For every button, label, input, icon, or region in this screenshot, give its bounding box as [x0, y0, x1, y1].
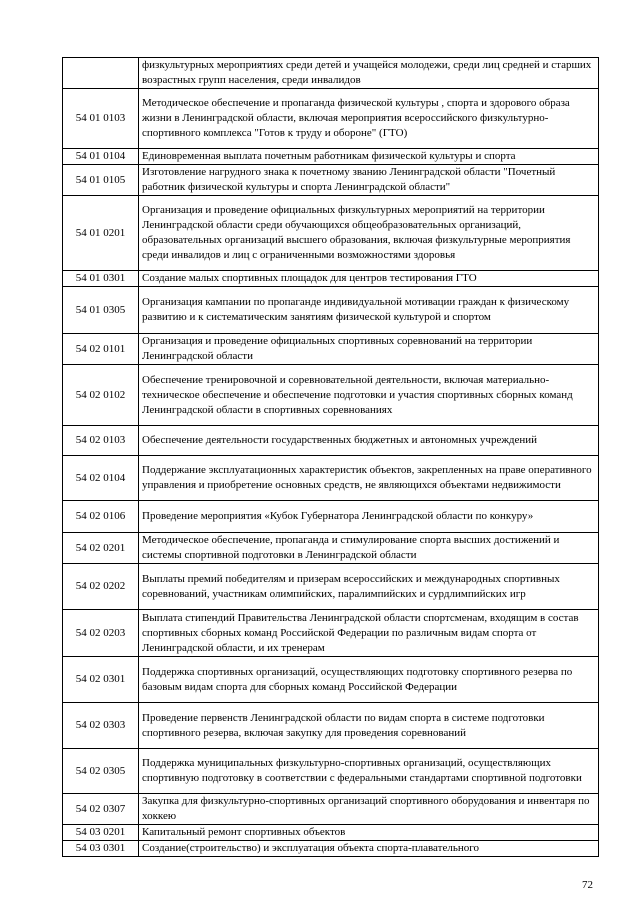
row-description: Изготовление нагрудного знака к почетному званию Ленинградской области "Почетный работник физической культуры и спорта Ленинградской области": [139, 165, 599, 196]
row-description: Создание малых спортивных площадок для центров тестирования ГТО: [139, 271, 599, 287]
table-row: [63, 533, 599, 564]
table-row: [63, 287, 599, 334]
row-description: Обеспечение тренировочной и соревновательной деятельности, включая материально-техническое обеспечение и обеспечение подготовки и участия спортивных сборных команд Ленинградской области в спортивных соревнованиях: [139, 365, 599, 426]
row-description: Проведение первенств Ленинградской области по видам спорта в системе подготовки спортивного резерва, включая закупку для проведения соревнований: [139, 703, 599, 749]
page-number: 72: [582, 879, 593, 891]
table-row: [63, 89, 599, 149]
row-description: Капитальный ремонт спортивных объектов: [139, 825, 599, 841]
row-description: Обеспечение деятельности государственных бюджетных и автономных учреждений: [139, 426, 599, 456]
row-description: Организация кампании по пропаганде индивидуальной мотивации граждан к физическому развитию и к систематическим занятиям физической культурой и спортом: [139, 287, 599, 334]
table-row: [63, 610, 599, 657]
table-row: [63, 334, 599, 365]
row-code: 54 02 0203: [63, 610, 139, 657]
table-row: [63, 841, 599, 857]
row-code: 54 02 0307: [63, 794, 139, 825]
row-code: 54 02 0101: [63, 334, 139, 365]
row-code: 54 02 0202: [63, 564, 139, 610]
row-description: Организация и проведение официальных физкультурных мероприятий на территории Ленинградской области среди обучающихся общеобразовательных организаций, образовательных организаций высшего образования, включая физкультурные мероприятия среди инвалидов и лиц с ограниченными возможностями здоровья: [139, 196, 599, 271]
row-code: 54 03 0201: [63, 825, 139, 841]
row-code: 54 02 0305: [63, 749, 139, 794]
table-row: [63, 794, 599, 825]
row-code: 54 03 0301: [63, 841, 139, 857]
row-description: физкультурных мероприятиях среди детей и учащейся молодежи, среди лиц средней и старших возрастных групп населения, среди инвалидов: [139, 58, 599, 89]
row-code: 54 02 0201: [63, 533, 139, 564]
table-row: [63, 271, 599, 287]
row-code: 54 02 0102: [63, 365, 139, 426]
table-row: [63, 165, 599, 196]
row-code: 54 01 0105: [63, 165, 139, 196]
row-description: Проведение мероприятия «Кубок Губернатора Ленинградской области по конкуру»: [139, 501, 599, 533]
row-code: 54 01 0301: [63, 271, 139, 287]
row-code: 54 02 0303: [63, 703, 139, 749]
row-code: 54 02 0301: [63, 657, 139, 703]
row-code: 54 01 0104: [63, 149, 139, 165]
table-row: [63, 657, 599, 703]
table-body: [63, 58, 599, 857]
table-row: [63, 196, 599, 271]
row-code: 54 01 0103: [63, 89, 139, 149]
row-description: Закупка для физкультурно-спортивных организаций спортивного оборудования и инвентаря по хоккею: [139, 794, 599, 825]
row-code: 54 01 0201: [63, 196, 139, 271]
table-row: [63, 564, 599, 610]
row-code: [63, 58, 139, 89]
table-row: [63, 426, 599, 456]
row-description: Поддержка спортивных организаций, осуществляющих подготовку спортивного резерва по базовым видам спорта для сборных команд Российской Федерации: [139, 657, 599, 703]
row-code: 54 02 0104: [63, 456, 139, 501]
table-row: [63, 749, 599, 794]
row-code: 54 02 0103: [63, 426, 139, 456]
table-row: [63, 58, 599, 89]
budget-codes-table: [62, 57, 599, 857]
row-description: Создание(строительство) и эксплуатация объекта спорта-плавательного: [139, 841, 599, 857]
row-description: Поддержка муниципальных физкультурно-спортивных организаций, осуществляющих спортивную подготовку в соответствии с федеральными стандартами спортивной подготовки: [139, 749, 599, 794]
row-description: Организация и проведение официальных спортивных соревнований на территории Ленинградской области: [139, 334, 599, 365]
table-row: [63, 825, 599, 841]
row-code: 54 02 0106: [63, 501, 139, 533]
row-description: Методическое обеспечение, пропаганда и стимулирование спорта высших достижений и системы спортивной подготовки в Ленинградской области: [139, 533, 599, 564]
row-description: Методическое обеспечение и пропаганда физической культуры , спорта и здорового образа жизни в Ленинградской области, включая мероприятия всероссийского физкультурно-спортивного комплекса "Готов к труду и обороне" (ГТО): [139, 89, 599, 149]
table-row: [63, 703, 599, 749]
row-description: Единовременная выплата почетным работникам физической культуры и спорта: [139, 149, 599, 165]
table-row: [63, 501, 599, 533]
row-description: Выплата стипендий Правительства Ленинградской области спортсменам, входящим в состав спортивных сборных команд Российской Федерации по различным видам спорта от Ленинградской области, и их тренерам: [139, 610, 599, 657]
table-row: [63, 149, 599, 165]
table-row: [63, 365, 599, 426]
row-code: 54 01 0305: [63, 287, 139, 334]
table-row: [63, 456, 599, 501]
row-description: Поддержание эксплуатационных характеристик объектов, закрепленных на праве оперативного управления и приобретение основных средств, не являющихся объектами недвижимости: [139, 456, 599, 501]
row-description: Выплаты премий победителям и призерам всероссийских и международных спортивных соревнований, участникам олимпийских, паралимпийских и сурдлимпийских игр: [139, 564, 599, 610]
